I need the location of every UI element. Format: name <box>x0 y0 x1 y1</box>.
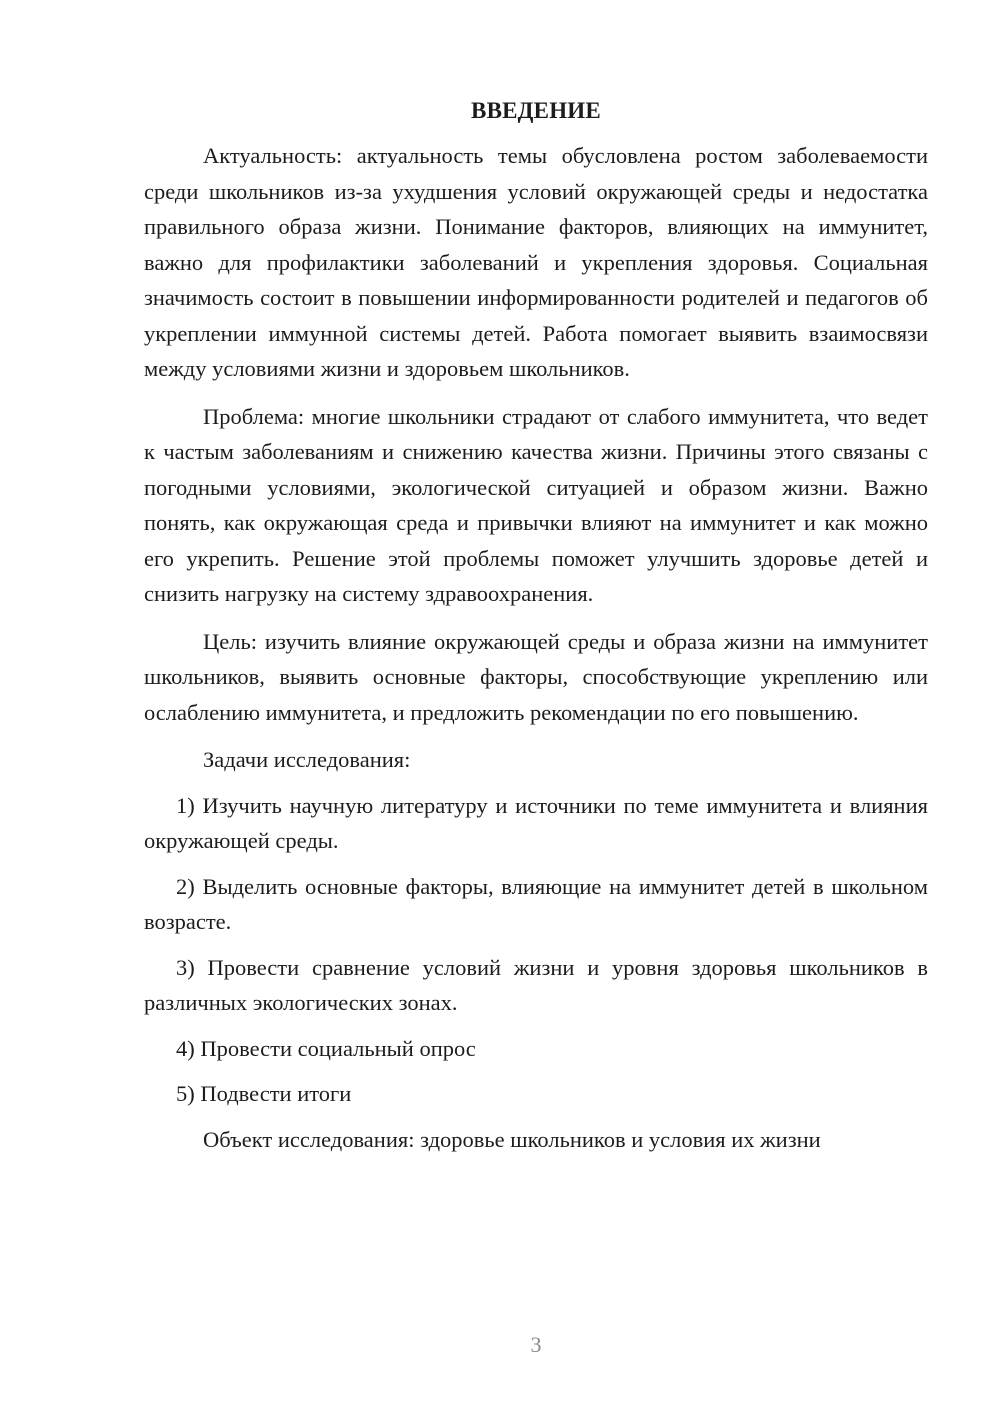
task-item-3: 3) Провести сравнение условий жизни и уровня здоровья школьников в различных экологических зонах. <box>144 954 928 1015</box>
page-content <box>144 94 928 1157</box>
task-item-2: 2) Выделить основные факторы, влияющие на иммунитет детей в школьном возрасте. <box>144 873 928 934</box>
page-number: 3 <box>530 1332 542 1357</box>
goal-paragraph: Цель: изучить влияние окружающей среды и образа жизни на иммунитет школьников, выявить основные факторы, способствующие укреплению или ослаблению иммунитета, и предложить рекомендации по его повышению. <box>144 628 928 725</box>
task-item-1: 1) Изучить научную литературу и источники по теме иммунитета и влияния окружающей среды. <box>144 792 928 853</box>
task-item-4: 4) Провести социальный опрос <box>176 1035 476 1061</box>
problem-paragraph: Проблема: многие школьники страдают от слабого иммунитета, что ведет к частым заболеваниям и снижению качества жизни. Причины этого связаны с погодными условиями, экологической ситуацией и образом жизни. Важно понять, как окружающая среда и привычки влияют на иммунитет и как можно его укрепить. Решение этой проблемы поможет улучшить здоровье детей и снизить нагрузку на систему здравоохранения. <box>144 403 928 606</box>
tasks-title: Задачи исследования: <box>203 747 411 772</box>
section-heading: ВВЕДЕНИЕ <box>471 98 601 123</box>
task-item-5: 5) Подвести итоги <box>176 1081 352 1106</box>
relevance-paragraph: Актуальность: актуальность темы обусловлена ростом заболеваемости среди школьников из-за ухудшения условий окружающей среды и недостатка правильного образа жизни. Понимание факторов, влияющих на иммунитет, важно для профилактики заболеваний и укрепления здоровья. Социальная значимость состоит в повышении информированности родителей и педагогов об укреплении иммунной системы детей. Работа помогает выявить взаимосвязи между условиями жизни и здоровьем школьников. <box>144 143 928 381</box>
object-paragraph: Объект исследования: здоровье школьников и условия их жизни <box>203 1126 821 1152</box>
